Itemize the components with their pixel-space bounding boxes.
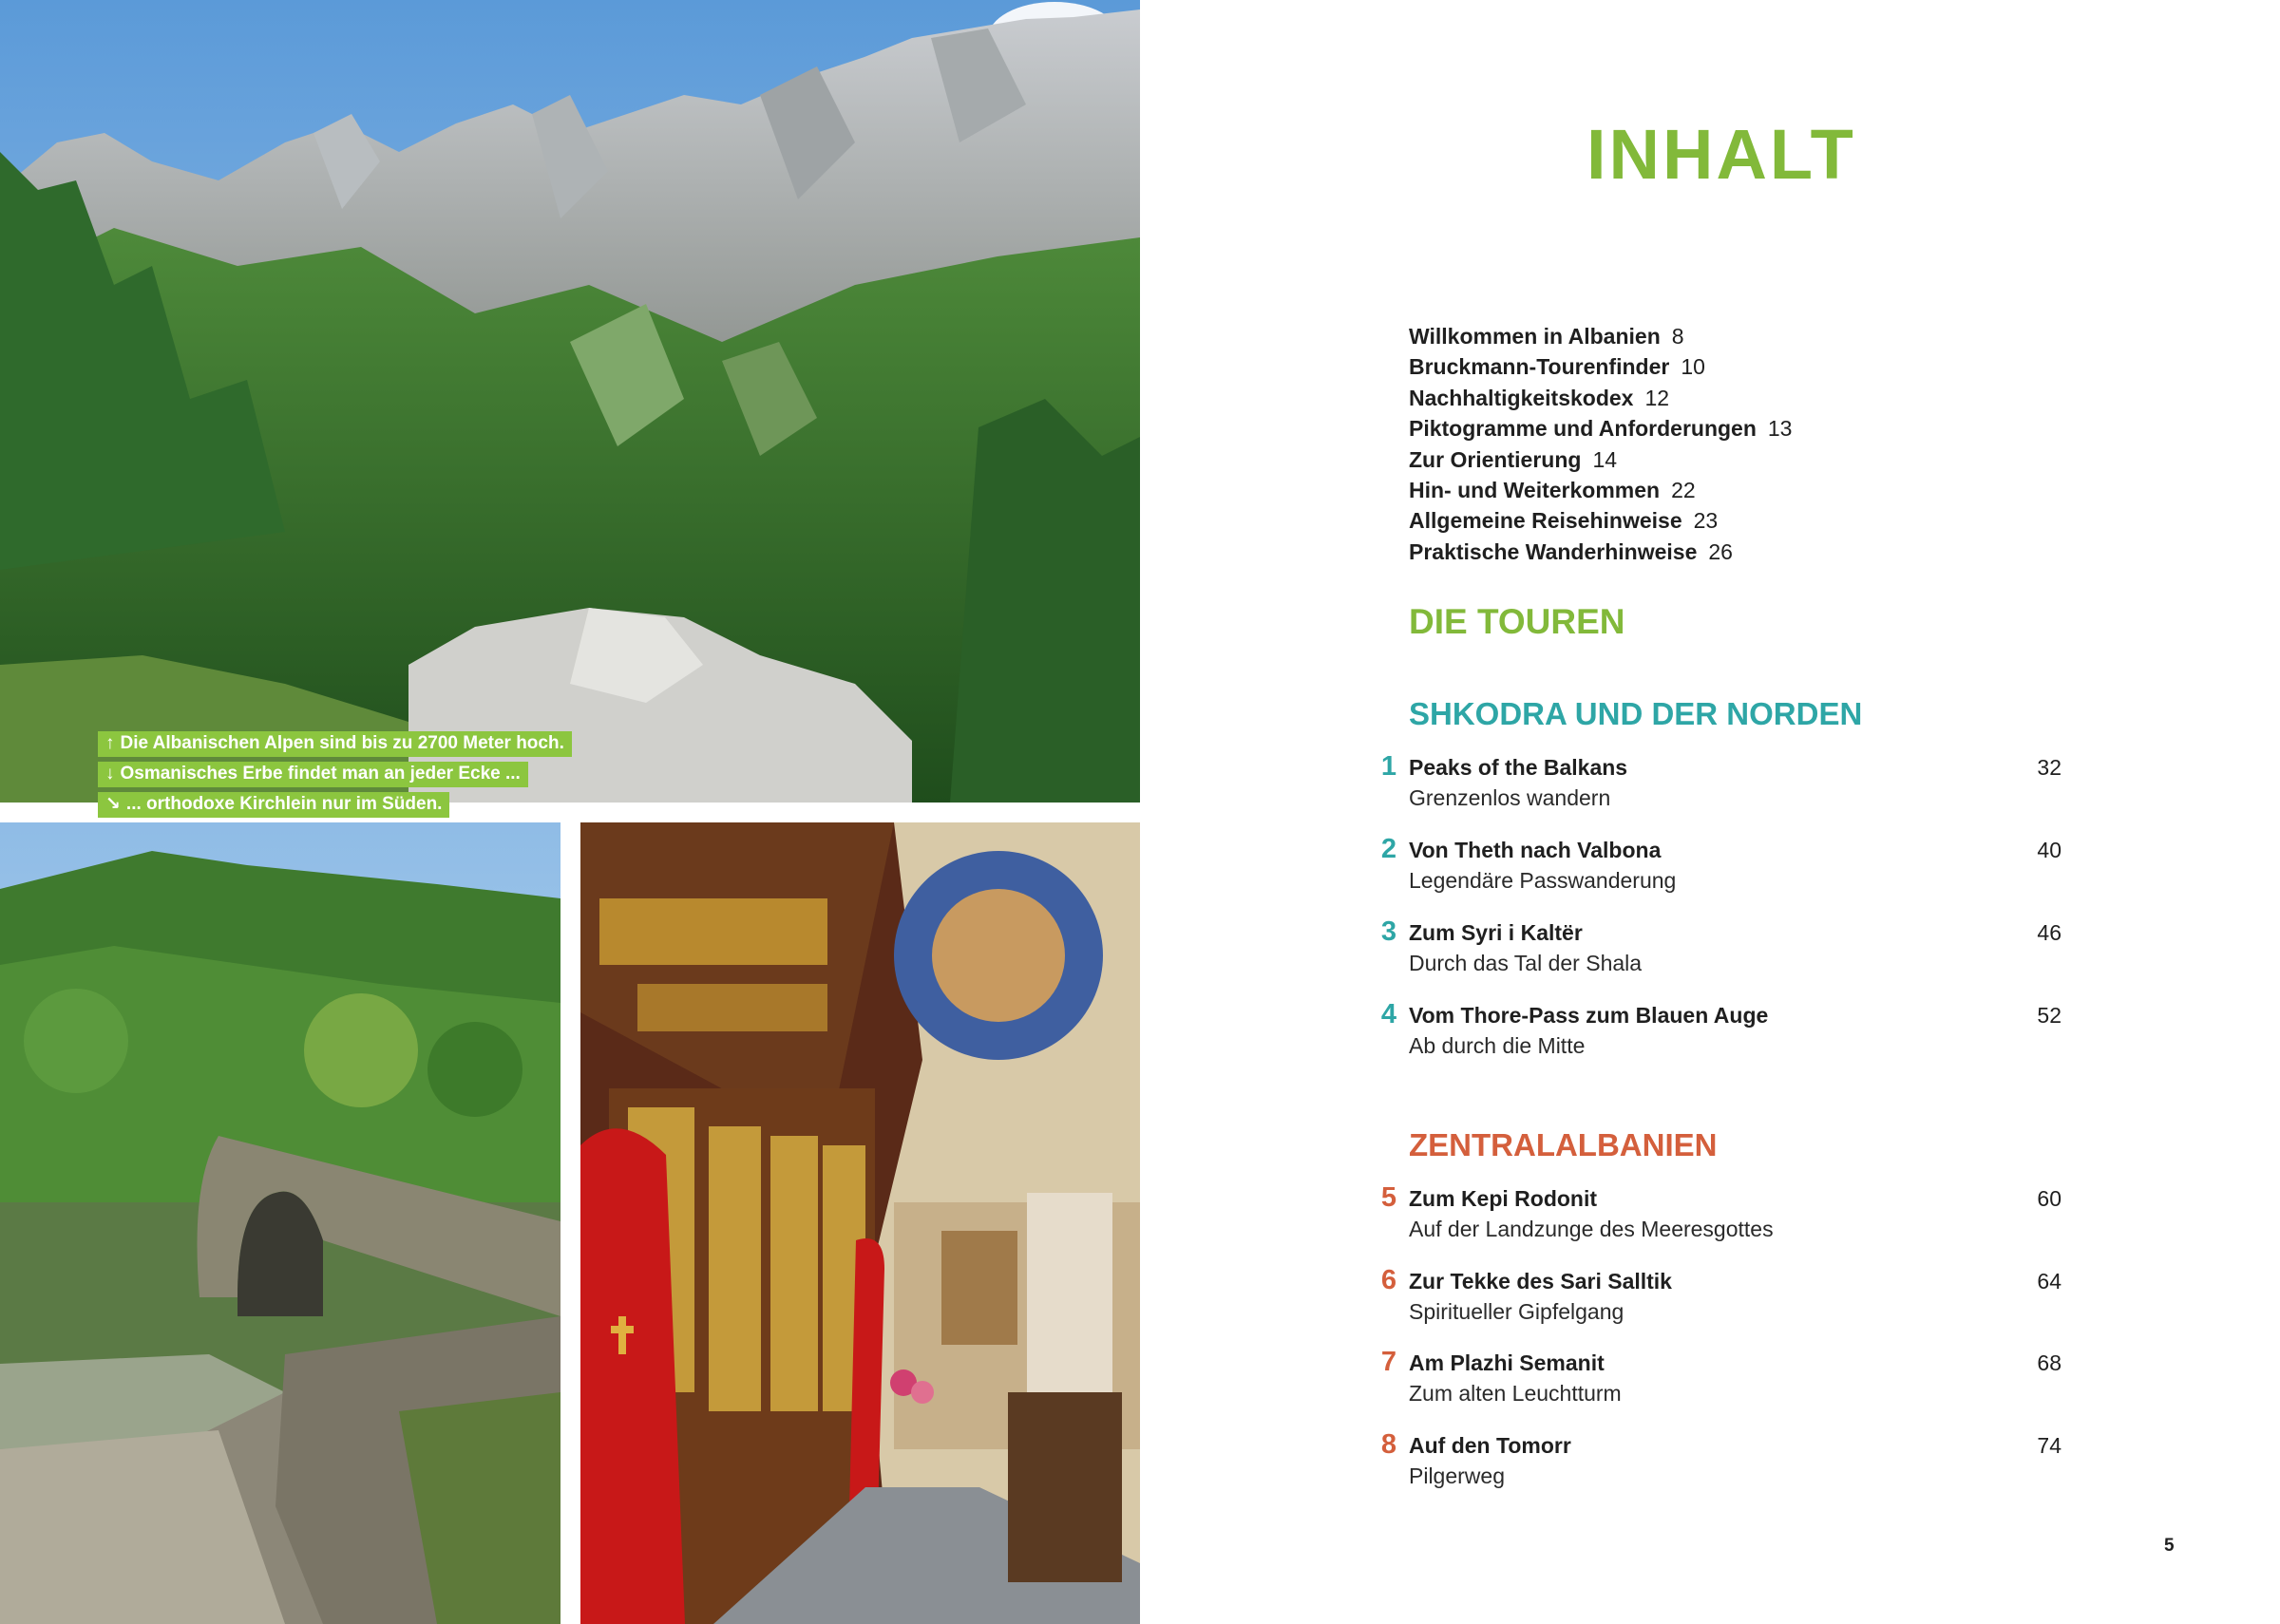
tour-entry[interactable] bbox=[1368, 834, 2062, 906]
tour-subtitle: Legendäre Passwanderung bbox=[1409, 868, 1677, 893]
entry-page: 14 bbox=[1592, 446, 1618, 472]
tour-subtitle: Zum alten Leuchtturm bbox=[1409, 1381, 1622, 1406]
entry-title: Nachhaltigkeitskodex bbox=[1409, 385, 1634, 410]
tour-subtitle: Pilgerweg bbox=[1409, 1463, 1505, 1488]
caption-alps bbox=[98, 731, 572, 757]
page-title: INHALT bbox=[1586, 115, 1856, 194]
tour-page: 52 bbox=[2037, 1003, 2062, 1028]
entry-page: 26 bbox=[1708, 538, 1733, 564]
tour-number: 7 bbox=[1380, 1347, 1396, 1377]
tour-page: 40 bbox=[2037, 838, 2062, 862]
entry-page: 23 bbox=[1693, 508, 1719, 534]
tour-page: 74 bbox=[2037, 1433, 2062, 1458]
front-matter-item[interactable] bbox=[1409, 444, 1792, 475]
tour-subtitle: Grenzenlos wandern bbox=[1409, 785, 1611, 810]
entry-page: 8 bbox=[1671, 324, 1684, 349]
tour-entry[interactable] bbox=[1368, 1347, 2062, 1419]
front-matter-item[interactable] bbox=[1409, 505, 1792, 536]
entry-title: Allgemeine Reisehinweise bbox=[1409, 508, 1682, 534]
tour-title: Vom Thore-Pass zum Blauen Auge bbox=[1409, 1003, 1769, 1028]
tours-heading: DIE TOUREN bbox=[1409, 602, 1625, 641]
tour-number: 8 bbox=[1380, 1429, 1396, 1460]
tour-entry[interactable] bbox=[1368, 751, 2062, 823]
photo-bridge bbox=[0, 822, 560, 1624]
tour-subtitle: Auf der Landzunge des Meeresgottes bbox=[1409, 1217, 1774, 1241]
tour-page: 46 bbox=[2037, 920, 2062, 945]
caption-text: ... orthodoxe Kirchlein nur im Süden. bbox=[125, 794, 443, 814]
tour-title: Von Theth nach Valbona bbox=[1409, 838, 1662, 862]
page-number: 5 bbox=[2164, 1536, 2175, 1556]
entry-page: 13 bbox=[1767, 416, 1793, 442]
tour-entry[interactable] bbox=[1368, 1265, 2062, 1337]
arrow-down-icon: ↓ bbox=[105, 764, 115, 784]
tour-subtitle: Spiritueller Gipfelgang bbox=[1409, 1299, 1624, 1324]
tour-title: Auf den Tomorr bbox=[1409, 1433, 1571, 1458]
front-matter-item[interactable] bbox=[1409, 413, 1792, 444]
arrow-up-icon: ↑ bbox=[105, 733, 115, 753]
entry-title: Bruckmann-Tourenfinder bbox=[1409, 354, 1670, 380]
entry-title: Piktogramme und Anforderungen bbox=[1409, 416, 1757, 442]
tour-entry[interactable] bbox=[1368, 916, 2062, 989]
tour-number: 1 bbox=[1380, 751, 1396, 782]
tour-number: 5 bbox=[1380, 1182, 1396, 1213]
tour-entry[interactable] bbox=[1368, 1429, 2062, 1501]
front-matter-item[interactable] bbox=[1409, 475, 1792, 505]
tour-page: 60 bbox=[2037, 1186, 2062, 1211]
front-matter-item[interactable] bbox=[1409, 351, 1792, 382]
tour-page: 68 bbox=[2037, 1350, 2062, 1375]
arrow-down-right-icon: ↘ bbox=[105, 794, 121, 814]
entry-title: Praktische Wanderhinweise bbox=[1409, 538, 1698, 564]
tour-page: 32 bbox=[2037, 755, 2062, 780]
caption-text: Osmanisches Erbe findet man an jeder Ecke ... bbox=[120, 764, 521, 784]
photo-church bbox=[580, 822, 1140, 1624]
caption-church bbox=[98, 792, 449, 818]
tour-title: Zum Syri i Kaltër bbox=[1409, 920, 1583, 945]
front-matter-item[interactable] bbox=[1409, 321, 1792, 351]
tour-number: 4 bbox=[1380, 999, 1396, 1029]
tour-entry[interactable] bbox=[1368, 999, 2062, 1071]
tour-title: Am Plazhi Semanit bbox=[1409, 1350, 1605, 1375]
entry-page: 10 bbox=[1681, 354, 1705, 380]
caption-ottoman bbox=[98, 762, 528, 787]
front-matter-item[interactable] bbox=[1409, 537, 1792, 567]
entry-page: 22 bbox=[1671, 477, 1696, 502]
photo-captions bbox=[98, 731, 572, 822]
region-heading-central: ZENTRALALBANIEN bbox=[1409, 1127, 1718, 1162]
entry-page: 12 bbox=[1644, 385, 1670, 410]
tour-number: 6 bbox=[1380, 1265, 1396, 1295]
region-heading-north: SHKODRA UND DER NORDEN bbox=[1409, 696, 1863, 731]
entry-title: Hin- und Weiterkommen bbox=[1409, 477, 1661, 502]
tour-title: Zum Kepi Rodonit bbox=[1409, 1186, 1598, 1211]
tour-number: 2 bbox=[1380, 834, 1396, 864]
tour-title: Zur Tekke des Sari Salltik bbox=[1409, 1269, 1672, 1294]
front-matter-list bbox=[1409, 321, 1792, 567]
front-matter-item[interactable] bbox=[1409, 383, 1792, 413]
tour-page: 64 bbox=[2037, 1269, 2062, 1294]
tour-subtitle: Ab durch die Mitte bbox=[1409, 1033, 1586, 1058]
entry-title: Willkommen in Albanien bbox=[1409, 324, 1661, 349]
tour-subtitle: Durch das Tal der Shala bbox=[1409, 951, 1643, 975]
tour-number: 3 bbox=[1380, 916, 1396, 947]
tour-entry[interactable] bbox=[1368, 1182, 2062, 1255]
photo-mountains bbox=[0, 0, 1140, 803]
caption-text: Die Albanischen Alpen sind bis zu 2700 Meter hoch. bbox=[120, 733, 564, 753]
tour-title: Peaks of the Balkans bbox=[1409, 755, 1628, 780]
entry-title: Zur Orientierung bbox=[1409, 446, 1582, 472]
